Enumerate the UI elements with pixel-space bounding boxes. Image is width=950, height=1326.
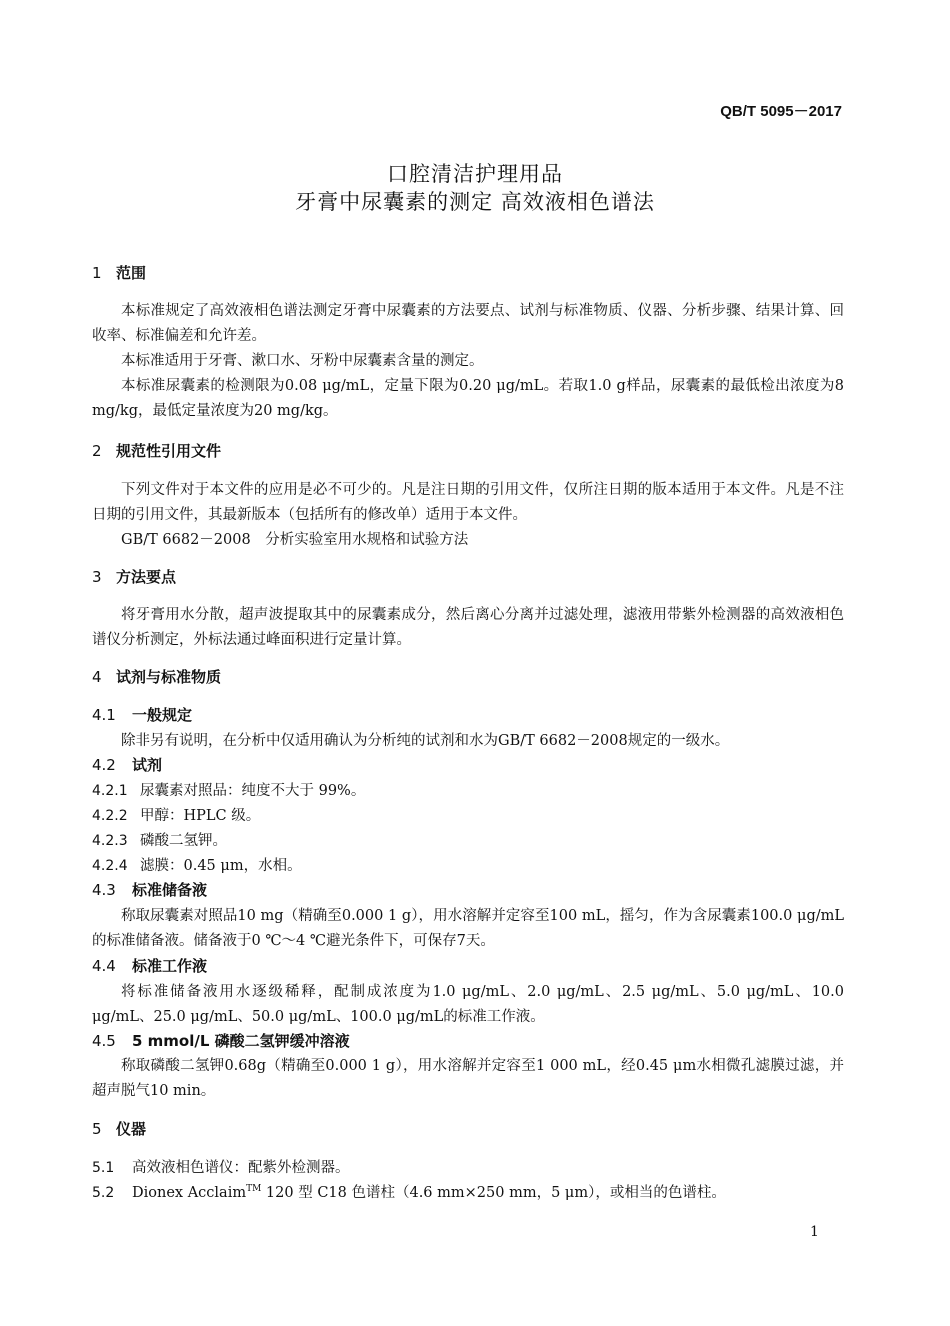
item-text: 磷酸二氢钾。 (140, 833, 227, 849)
section-title: 仪器 (116, 1120, 147, 1138)
section-4-heading (92, 666, 221, 687)
section-1-paragraph-1: 本标准规定了高效液相色谱法测定牙膏中尿囊素的方法要点、试剂与标准物质、仪器、分析步骤、结果计算、回收率、标准偏差和允许差。 (92, 303, 844, 344)
list-item (92, 1156, 350, 1177)
subsection-number: 4.4 (92, 957, 116, 975)
section-title: 规范性引用文件 (116, 442, 222, 460)
subsection-4-3-heading (92, 879, 207, 900)
section-2-paragraph-1: 下列文件对于本文件的应用是必不可少的。凡是注日期的引用文件，仅所注日期的版本适用于本文件。凡是不注日期的引用文件，其最新版本（包括所有的修改单）适用于本文件。 (92, 482, 844, 523)
item-number: 4.2.3 (92, 833, 128, 849)
section-number: 3 (92, 568, 102, 586)
section-1-paragraph-3: 本标准尿囊素的检测限为0.08 μg/mL，定量下限为0.20 μg/mL。若取1.0 g样品，尿囊素的最低检出浓度为8 mg/kg，最低定量浓度为20 mg/kg。 (92, 378, 844, 419)
subsection-title: 标准工作液 (132, 957, 208, 975)
section-1-heading (92, 262, 146, 283)
subsection-4-1-heading (92, 704, 192, 725)
subsection-4-2-heading (92, 754, 162, 775)
item-number: 4.2.1 (92, 783, 128, 799)
subsection-title: 5 mmol/L 磷酸二氢钾缓冲溶液 (132, 1032, 350, 1050)
subsection-4-5-heading (92, 1030, 350, 1051)
section-number: 5 (92, 1120, 102, 1138)
list-item (92, 804, 260, 825)
section-1-paragraph-2: 本标准适用于牙膏、漱口水、牙粉中尿囊素含量的测定。 (121, 353, 484, 369)
item-text-prefix: Dionex Acclaim (132, 1185, 247, 1201)
item-text: 高效液相色谱仪：配紫外检测器。 (132, 1160, 350, 1176)
list-item (92, 1181, 726, 1202)
section-2-heading (92, 440, 221, 461)
section-number: 2 (92, 442, 102, 460)
item-number: 5.1 (92, 1160, 115, 1176)
section-number: 4 (92, 668, 102, 686)
section-title: 试剂与标准物质 (116, 668, 222, 686)
subsection-4-1-text: 除非另有说明，在分析中仅适用确认为分析纯的试剂和水为GB/T 6682－2008规定的一级水。 (121, 733, 730, 749)
item-text: 尿囊素对照品：纯度不大于 99%。 (140, 783, 366, 799)
section-title: 方法要点 (116, 568, 177, 586)
item-text: 滤膜：0.45 μm，水相。 (140, 858, 302, 874)
subsection-number: 4.2 (92, 756, 116, 774)
list-item (92, 829, 227, 850)
subsection-4-4-text: 将标准储备液用水逐级稀释，配制成浓度为1.0 μg/mL、2.0 μg/mL、2.5 μg/mL、5.0 μg/mL、10.0 μg/mL、25.0 μg/mL、50.0 μg/mL、100.0 μg/mL的标准工作液。 (92, 984, 844, 1025)
title-line-2: 牙膏中尿囊素的测定 高效液相色谱法 (295, 190, 655, 214)
item-text: 甲醇：HPLC 级。 (140, 808, 261, 824)
section-5-heading (92, 1118, 146, 1139)
subsection-number: 4.1 (92, 706, 116, 724)
item-number: 5.2 (92, 1185, 115, 1201)
section-3-heading (92, 566, 176, 587)
subsection-title: 一般规定 (132, 706, 193, 724)
subsection-title: 标准储备液 (132, 881, 208, 899)
trademark-superscript: TM (246, 1184, 262, 1195)
normative-reference: GB/T 6682－2008 分析实验室用水规格和试验方法 (121, 532, 469, 548)
list-item (92, 854, 302, 875)
list-item (92, 779, 365, 800)
subsection-4-4-heading (92, 955, 207, 976)
page-number: 1 (810, 1224, 819, 1240)
section-title: 范围 (116, 264, 147, 282)
subsection-number: 4.5 (92, 1032, 116, 1050)
item-text: 120 型 C18 色谱柱（4.6 mm×250 mm，5 μm），或相当的色谱柱。 (261, 1185, 726, 1201)
subsection-title: 试剂 (132, 756, 163, 774)
item-number: 4.2.2 (92, 808, 128, 824)
section-number: 1 (92, 264, 102, 282)
subsection-number: 4.3 (92, 881, 116, 899)
item-number: 4.2.4 (92, 858, 128, 874)
standard-number: QB/T 5095－2017 (720, 103, 842, 120)
subsection-4-3-text: 称取尿囊素对照品10 mg（精确至0.000 1 g），用水溶解并定容至100 mL，摇匀，作为含尿囊素100.0 μg/mL的标准储备液。储备液于0 ℃～4 ℃避光条件下，可保存7天。 (92, 908, 844, 949)
subsection-4-5-text: 称取磷酸二氢钾0.68g（精确至0.000 1 g），用水溶解并定容至1 000 mL，经0.45 μm水相微孔滤膜过滤，并超声脱气10 min。 (92, 1058, 844, 1099)
title-line-1: 口腔清洁护理用品 (387, 162, 563, 186)
section-3-paragraph-1: 将牙膏用水分散，超声波提取其中的尿囊素成分，然后离心分离并过滤处理，滤液用带紫外检测器的高效液相色谱仪分析测定，外标法通过峰面积进行定量计算。 (92, 607, 844, 648)
